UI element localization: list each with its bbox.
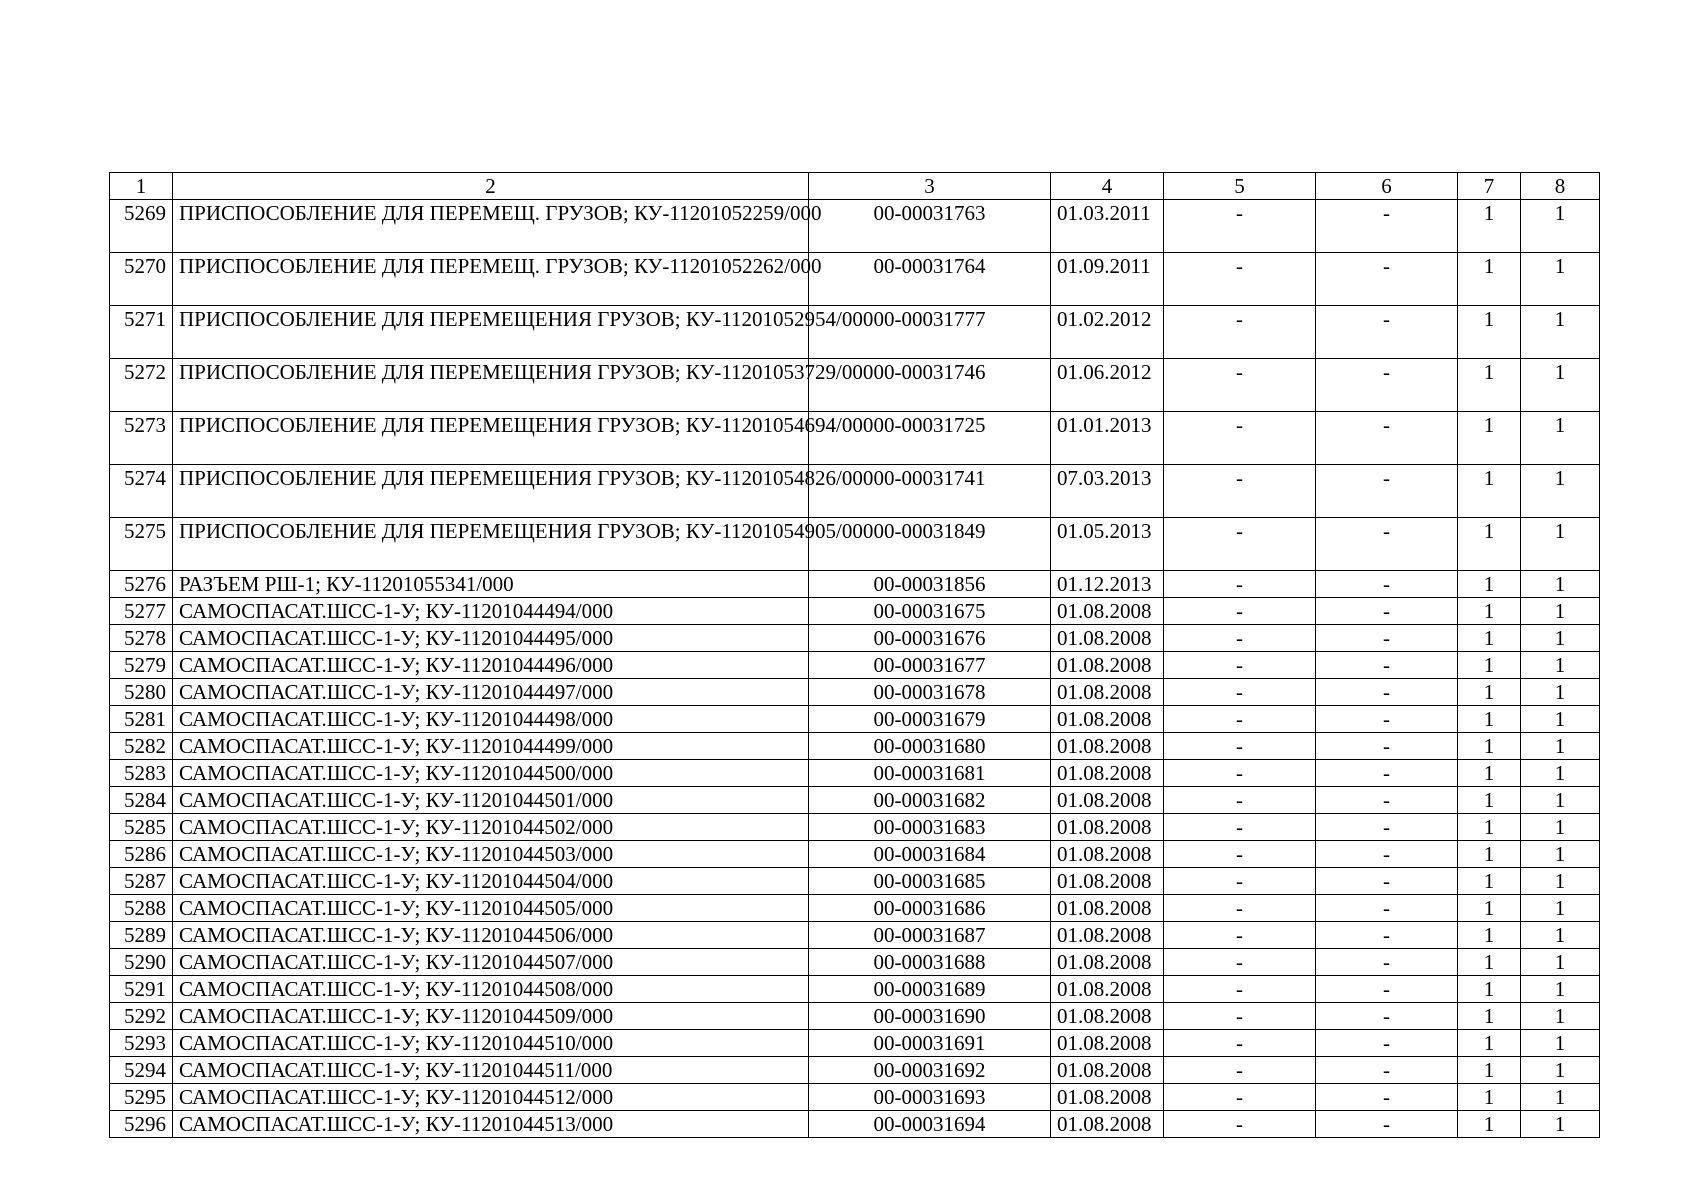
column-5-cell: - [1164,306,1316,359]
column-6-cell: - [1316,1111,1458,1138]
item-name-cell: САМОСПАСАТ.ШСС-1-У; КУ-11201044502/000 [173,814,809,841]
column-8-cell: 1 [1521,1111,1600,1138]
date-cell: 01.12.2013 [1051,571,1164,598]
table-row [110,841,1600,868]
column-8-cell: 1 [1521,814,1600,841]
row-number-cell: 5285 [110,814,173,841]
header-row [110,173,1600,200]
inventory-number-cell: 00-00031681 [809,760,1051,787]
row-number-cell: 5270 [110,253,173,306]
item-name-cell: САМОСПАСАТ.ШСС-1-У; КУ-11201044496/000 [173,652,809,679]
table-row [110,1057,1600,1084]
column-6-cell: - [1316,625,1458,652]
column-8-cell: 1 [1521,253,1600,306]
date-cell: 01.08.2008 [1051,706,1164,733]
column-6-cell: - [1316,706,1458,733]
column-7-cell: 1 [1458,518,1521,571]
table-row [110,949,1600,976]
column-7-cell: 1 [1458,359,1521,412]
item-name-cell: САМОСПАСАТ.ШСС-1-У; КУ-11201044497/000 [173,679,809,706]
table-row [110,922,1600,949]
column-5-cell: - [1164,1030,1316,1057]
column-8-cell: 1 [1521,465,1600,518]
column-8-cell: 1 [1521,1057,1600,1084]
column-8-cell: 1 [1521,949,1600,976]
table-row [110,1111,1600,1138]
column-8-cell: 1 [1521,1003,1600,1030]
column-8-cell: 1 [1521,787,1600,814]
column-8-cell: 1 [1521,598,1600,625]
date-cell: 01.08.2008 [1051,895,1164,922]
table-row [110,652,1600,679]
row-number-cell: 5275 [110,518,173,571]
column-6-cell: - [1316,679,1458,706]
date-cell: 01.08.2008 [1051,922,1164,949]
inventory-number-cell: 00-00031684 [809,841,1051,868]
column-7-cell: 1 [1458,200,1521,253]
inventory-number-cell: 00-00031682 [809,787,1051,814]
inventory-number-cell: 00-00031683 [809,814,1051,841]
column-5-cell: - [1164,598,1316,625]
item-name-cell: ПРИСПОСОБЛЕНИЕ ДЛЯ ПЕРЕМЕЩ. ГРУЗОВ; КУ-11201052259/000 [173,200,809,253]
column-6-cell: - [1316,760,1458,787]
item-name-cell: САМОСПАСАТ.ШСС-1-У; КУ-11201044498/000 [173,706,809,733]
column-5-cell: - [1164,465,1316,518]
table-row [110,571,1600,598]
date-cell: 01.08.2008 [1051,679,1164,706]
item-name-cell: САМОСПАСАТ.ШСС-1-У; КУ-11201044508/000 [173,976,809,1003]
column-8-cell: 1 [1521,733,1600,760]
date-cell: 01.08.2008 [1051,841,1164,868]
column-5-cell: - [1164,679,1316,706]
column-6-cell: - [1316,841,1458,868]
column-7-cell: 1 [1458,976,1521,1003]
date-cell: 01.09.2011 [1051,253,1164,306]
table-row [110,200,1600,253]
item-name-cell: САМОСПАСАТ.ШСС-1-У; КУ-11201044511/000 [173,1057,809,1084]
column-5-cell: - [1164,760,1316,787]
inventory-number-cell: 00-00031676 [809,625,1051,652]
column-8-cell: 1 [1521,200,1600,253]
item-name-cell: САМОСПАСАТ.ШСС-1-У; КУ-11201044500/000 [173,760,809,787]
table-row [110,814,1600,841]
column-8-cell: 1 [1521,922,1600,949]
date-cell: 01.08.2008 [1051,1057,1164,1084]
inventory-number-cell: 00-00031678 [809,679,1051,706]
item-name-cell: САМОСПАСАТ.ШСС-1-У; КУ-11201044504/000 [173,868,809,895]
row-number-cell: 5289 [110,922,173,949]
column-6-cell: - [1316,359,1458,412]
row-number-cell: 5292 [110,1003,173,1030]
table-row [110,598,1600,625]
column-header: 7 [1458,173,1521,200]
date-cell: 01.08.2008 [1051,1030,1164,1057]
date-cell: 01.08.2008 [1051,868,1164,895]
column-8-cell: 1 [1521,359,1600,412]
column-5-cell: - [1164,814,1316,841]
column-8-cell: 1 [1521,306,1600,359]
table-row [110,868,1600,895]
date-cell: 01.08.2008 [1051,1111,1164,1138]
table-row [110,976,1600,1003]
inventory-number-cell: 00-00031689 [809,976,1051,1003]
row-number-cell: 5276 [110,571,173,598]
column-6-cell: - [1316,598,1458,625]
row-number-cell: 5279 [110,652,173,679]
asset-registry-table [109,172,1600,1138]
inventory-number-cell: 00-00031693 [809,1084,1051,1111]
column-5-cell: - [1164,733,1316,760]
date-cell: 01.08.2008 [1051,949,1164,976]
column-8-cell: 1 [1521,1030,1600,1057]
item-name-cell: ПРИСПОСОБЛЕНИЕ ДЛЯ ПЕРЕМЕЩЕНИЯ ГРУЗОВ; КУ-11201054905/000 [173,518,809,571]
date-cell: 07.03.2013 [1051,465,1164,518]
column-6-cell: - [1316,868,1458,895]
column-7-cell: 1 [1458,1003,1521,1030]
table-row [110,1030,1600,1057]
row-number-cell: 5295 [110,1084,173,1111]
table-body [110,200,1600,1138]
column-7-cell: 1 [1458,922,1521,949]
column-7-cell: 1 [1458,652,1521,679]
item-name-cell: САМОСПАСАТ.ШСС-1-У; КУ-11201044494/000 [173,598,809,625]
column-8-cell: 1 [1521,571,1600,598]
column-8-cell: 1 [1521,976,1600,1003]
row-number-cell: 5274 [110,465,173,518]
item-name-cell: ПРИСПОСОБЛЕНИЕ ДЛЯ ПЕРЕМЕЩЕНИЯ ГРУЗОВ; КУ-11201054826/000 [173,465,809,518]
table-row [110,518,1600,571]
date-cell: 01.08.2008 [1051,1084,1164,1111]
row-number-cell: 5293 [110,1030,173,1057]
column-7-cell: 1 [1458,895,1521,922]
table-row [110,760,1600,787]
column-8-cell: 1 [1521,895,1600,922]
row-number-cell: 5290 [110,949,173,976]
inventory-number-cell: 00-00031741 [809,465,1051,518]
table-row [110,787,1600,814]
column-7-cell: 1 [1458,598,1521,625]
inventory-number-cell: 00-00031694 [809,1111,1051,1138]
column-7-cell: 1 [1458,1111,1521,1138]
column-8-cell: 1 [1521,625,1600,652]
date-cell: 01.08.2008 [1051,625,1164,652]
column-7-cell: 1 [1458,868,1521,895]
date-cell: 01.03.2011 [1051,200,1164,253]
date-cell: 01.06.2012 [1051,359,1164,412]
column-7-cell: 1 [1458,465,1521,518]
item-name-cell: САМОСПАСАТ.ШСС-1-У; КУ-11201044506/000 [173,922,809,949]
date-cell: 01.01.2013 [1051,412,1164,465]
column-8-cell: 1 [1521,1084,1600,1111]
column-5-cell: - [1164,1111,1316,1138]
column-5-cell: - [1164,625,1316,652]
inventory-number-cell: 00-00031685 [809,868,1051,895]
inventory-number-cell: 00-00031680 [809,733,1051,760]
column-5-cell: - [1164,1084,1316,1111]
item-name-cell: САМОСПАСАТ.ШСС-1-У; КУ-11201044501/000 [173,787,809,814]
column-5-cell: - [1164,412,1316,465]
item-name-cell: САМОСПАСАТ.ШСС-1-У; КУ-11201044513/000 [173,1111,809,1138]
date-cell: 01.08.2008 [1051,733,1164,760]
row-number-cell: 5278 [110,625,173,652]
table-row [110,306,1600,359]
column-6-cell: - [1316,787,1458,814]
column-7-cell: 1 [1458,706,1521,733]
column-8-cell: 1 [1521,652,1600,679]
column-8-cell: 1 [1521,760,1600,787]
column-6-cell: - [1316,253,1458,306]
column-5-cell: - [1164,652,1316,679]
column-8-cell: 1 [1521,706,1600,733]
date-cell: 01.05.2013 [1051,518,1164,571]
column-6-cell: - [1316,1057,1458,1084]
column-6-cell: - [1316,571,1458,598]
table-row [110,253,1600,306]
item-name-cell: САМОСПАСАТ.ШСС-1-У; КУ-11201044503/000 [173,841,809,868]
item-name-cell: САМОСПАСАТ.ШСС-1-У; КУ-11201044512/000 [173,1084,809,1111]
column-6-cell: - [1316,1003,1458,1030]
column-7-cell: 1 [1458,760,1521,787]
column-5-cell: - [1164,253,1316,306]
date-cell: 01.08.2008 [1051,976,1164,1003]
column-7-cell: 1 [1458,733,1521,760]
date-cell: 01.08.2008 [1051,1003,1164,1030]
column-7-cell: 1 [1458,625,1521,652]
column-6-cell: - [1316,518,1458,571]
table-row [110,1084,1600,1111]
item-name-cell: САМОСПАСАТ.ШСС-1-У; КУ-11201044499/000 [173,733,809,760]
date-cell: 01.08.2008 [1051,652,1164,679]
item-name-cell: ПРИСПОСОБЛЕНИЕ ДЛЯ ПЕРЕМЕЩЕНИЯ ГРУЗОВ; КУ-11201052954/000 [173,306,809,359]
column-header: 3 [809,173,1051,200]
inventory-number-cell: 00-00031690 [809,1003,1051,1030]
inventory-number-cell: 00-00031777 [809,306,1051,359]
column-7-cell: 1 [1458,1057,1521,1084]
column-5-cell: - [1164,1003,1316,1030]
row-number-cell: 5296 [110,1111,173,1138]
column-6-cell: - [1316,922,1458,949]
inventory-number-cell: 00-00031856 [809,571,1051,598]
column-6-cell: - [1316,465,1458,518]
inventory-number-cell: 00-00031725 [809,412,1051,465]
column-5-cell: - [1164,571,1316,598]
date-cell: 01.08.2008 [1051,598,1164,625]
row-number-cell: 5291 [110,976,173,1003]
inventory-number-cell: 00-00031677 [809,652,1051,679]
column-5-cell: - [1164,359,1316,412]
column-7-cell: 1 [1458,571,1521,598]
column-header: 4 [1051,173,1164,200]
column-5-cell: - [1164,895,1316,922]
inventory-number-cell: 00-00031675 [809,598,1051,625]
column-5-cell: - [1164,841,1316,868]
column-6-cell: - [1316,814,1458,841]
inventory-number-cell: 00-00031686 [809,895,1051,922]
item-name-cell: ПРИСПОСОБЛЕНИЕ ДЛЯ ПЕРЕМЕЩЕНИЯ ГРУЗОВ; КУ-11201053729/000 [173,359,809,412]
column-6-cell: - [1316,652,1458,679]
row-number-cell: 5271 [110,306,173,359]
column-6-cell: - [1316,412,1458,465]
item-name-cell: САМОСПАСАТ.ШСС-1-У; КУ-11201044505/000 [173,895,809,922]
column-6-cell: - [1316,733,1458,760]
table-row [110,625,1600,652]
column-5-cell: - [1164,868,1316,895]
column-6-cell: - [1316,1030,1458,1057]
column-6-cell: - [1316,306,1458,359]
column-5-cell: - [1164,949,1316,976]
inventory-number-cell: 00-00031764 [809,253,1051,306]
row-number-cell: 5269 [110,200,173,253]
column-7-cell: 1 [1458,679,1521,706]
row-number-cell: 5272 [110,359,173,412]
inventory-number-cell: 00-00031692 [809,1057,1051,1084]
column-header: 1 [110,173,173,200]
column-5-cell: - [1164,787,1316,814]
item-name-cell: САМОСПАСАТ.ШСС-1-У; КУ-11201044495/000 [173,625,809,652]
column-8-cell: 1 [1521,841,1600,868]
item-name-cell: САМОСПАСАТ.ШСС-1-У; КУ-11201044507/000 [173,949,809,976]
column-5-cell: - [1164,1057,1316,1084]
column-7-cell: 1 [1458,1030,1521,1057]
item-name-cell: ПРИСПОСОБЛЕНИЕ ДЛЯ ПЕРЕМЕЩ. ГРУЗОВ; КУ-11201052262/000 [173,253,809,306]
table-row [110,412,1600,465]
item-name-cell: РАЗЪЕМ РШ-1; КУ-11201055341/000 [173,571,809,598]
row-number-cell: 5287 [110,868,173,895]
item-name-cell: САМОСПАСАТ.ШСС-1-У; КУ-11201044509/000 [173,1003,809,1030]
table-row [110,706,1600,733]
inventory-number-cell: 00-00031687 [809,922,1051,949]
column-8-cell: 1 [1521,679,1600,706]
inventory-number-cell: 00-00031746 [809,359,1051,412]
row-number-cell: 5273 [110,412,173,465]
row-number-cell: 5286 [110,841,173,868]
column-6-cell: - [1316,895,1458,922]
table-row [110,1003,1600,1030]
column-5-cell: - [1164,706,1316,733]
table-row [110,679,1600,706]
table-row [110,359,1600,412]
date-cell: 01.08.2008 [1051,760,1164,787]
column-8-cell: 1 [1521,868,1600,895]
row-number-cell: 5280 [110,679,173,706]
row-number-cell: 5284 [110,787,173,814]
inventory-number-cell: 00-00031679 [809,706,1051,733]
column-7-cell: 1 [1458,949,1521,976]
date-cell: 01.08.2008 [1051,814,1164,841]
column-7-cell: 1 [1458,841,1521,868]
column-8-cell: 1 [1521,412,1600,465]
item-name-cell: ПРИСПОСОБЛЕНИЕ ДЛЯ ПЕРЕМЕЩЕНИЯ ГРУЗОВ; КУ-11201054694/000 [173,412,809,465]
row-number-cell: 5282 [110,733,173,760]
inventory-number-cell: 00-00031849 [809,518,1051,571]
column-7-cell: 1 [1458,787,1521,814]
column-7-cell: 1 [1458,306,1521,359]
row-number-cell: 5294 [110,1057,173,1084]
column-7-cell: 1 [1458,1084,1521,1111]
row-number-cell: 5281 [110,706,173,733]
column-header: 5 [1164,173,1316,200]
column-6-cell: - [1316,200,1458,253]
table-row [110,733,1600,760]
table-row [110,895,1600,922]
row-number-cell: 5283 [110,760,173,787]
inventory-number-cell: 00-00031688 [809,949,1051,976]
column-7-cell: 1 [1458,412,1521,465]
column-5-cell: - [1164,922,1316,949]
row-number-cell: 5277 [110,598,173,625]
item-name-cell: САМОСПАСАТ.ШСС-1-У; КУ-11201044510/000 [173,1030,809,1057]
column-5-cell: - [1164,518,1316,571]
column-5-cell: - [1164,200,1316,253]
column-header: 6 [1316,173,1458,200]
column-6-cell: - [1316,1084,1458,1111]
column-7-cell: 1 [1458,253,1521,306]
table-row [110,465,1600,518]
row-number-cell: 5288 [110,895,173,922]
inventory-number-cell: 00-00031691 [809,1030,1051,1057]
column-header: 2 [173,173,809,200]
date-cell: 01.02.2012 [1051,306,1164,359]
column-6-cell: - [1316,976,1458,1003]
column-5-cell: - [1164,976,1316,1003]
column-7-cell: 1 [1458,814,1521,841]
inventory-number-cell: 00-00031763 [809,200,1051,253]
column-header: 8 [1521,173,1600,200]
column-6-cell: - [1316,949,1458,976]
column-8-cell: 1 [1521,518,1600,571]
date-cell: 01.08.2008 [1051,787,1164,814]
